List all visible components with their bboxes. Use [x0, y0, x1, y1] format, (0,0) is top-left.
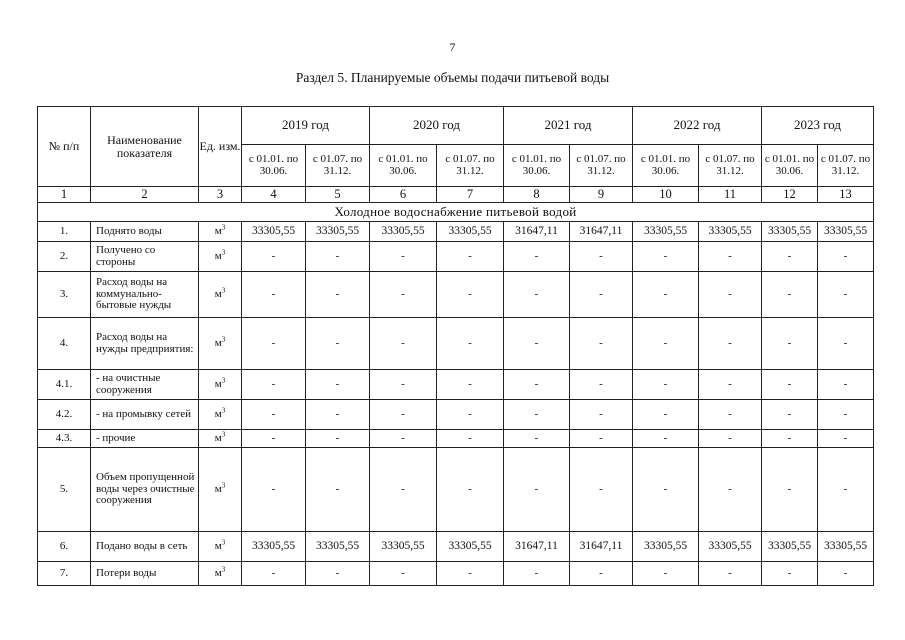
row-value: - — [370, 318, 437, 370]
row-value: - — [370, 430, 437, 448]
unit-base: м — [214, 407, 222, 420]
header-year: 2019 год — [242, 107, 370, 145]
row-value: - — [762, 448, 818, 532]
unit-exponent: 3 — [221, 375, 226, 384]
row-value: 31647,11 — [570, 222, 633, 242]
row-indicator-name: Поднято воды — [91, 222, 199, 242]
unit-base: м — [214, 431, 222, 444]
row-value: - — [504, 400, 570, 430]
row-value: - — [504, 430, 570, 448]
row-indicator-name: Получено со стороны — [91, 242, 199, 272]
header-period: с 01.07. по 31.12. — [699, 145, 762, 187]
row-value: - — [504, 562, 570, 586]
row-unit — [199, 448, 242, 532]
row-number: 1. — [38, 222, 91, 242]
row-number: 7. — [38, 562, 91, 586]
row-value: - — [570, 430, 633, 448]
row-value: - — [633, 370, 699, 400]
row-value: - — [762, 400, 818, 430]
row-value: - — [370, 400, 437, 430]
row-value: 33305,55 — [633, 532, 699, 562]
row-number: 6. — [38, 532, 91, 562]
column-number: 2 — [91, 187, 199, 203]
row-indicator-name: Расход воды на коммунально-бытовые нужды — [91, 272, 199, 318]
row-value: - — [570, 562, 633, 586]
row-value: - — [633, 272, 699, 318]
row-value: - — [437, 318, 504, 370]
header-period: с 01.07. по 31.12. — [306, 145, 370, 187]
row-number: 2. — [38, 242, 91, 272]
unit-exponent: 3 — [221, 564, 226, 573]
row-value: - — [633, 318, 699, 370]
row-value: - — [242, 242, 306, 272]
table-row — [38, 532, 874, 562]
row-value: - — [818, 562, 874, 586]
table-row — [38, 242, 874, 272]
row-value: - — [370, 272, 437, 318]
header-year: 2023 год — [762, 107, 874, 145]
row-value: - — [242, 400, 306, 430]
header-year: 2020 год — [370, 107, 504, 145]
row-value: - — [699, 318, 762, 370]
row-value: - — [633, 430, 699, 448]
row-value: 33305,55 — [818, 222, 874, 242]
row-value: - — [370, 448, 437, 532]
row-indicator-name: Расход воды на нужды предприятия: — [91, 318, 199, 370]
section-row — [38, 203, 874, 222]
header-period: с 01.01. по 30.06. — [242, 145, 306, 187]
row-value: 33305,55 — [306, 222, 370, 242]
row-value: - — [504, 272, 570, 318]
column-number: 10 — [633, 187, 699, 203]
row-value: - — [370, 242, 437, 272]
column-number: 13 — [818, 187, 874, 203]
row-value: - — [242, 318, 306, 370]
unit-exponent: 3 — [221, 480, 226, 489]
header-no: № п/п — [38, 107, 91, 187]
row-value: - — [437, 272, 504, 318]
header-row-years — [38, 107, 874, 145]
unit-base: м — [214, 566, 222, 579]
column-number: 6 — [370, 187, 437, 203]
header-year: 2022 год — [633, 107, 762, 145]
row-value: - — [306, 272, 370, 318]
row-value: - — [699, 370, 762, 400]
row-value: 33305,55 — [437, 222, 504, 242]
row-number: 4.3. — [38, 430, 91, 448]
row-value: - — [242, 272, 306, 318]
unit-exponent: 3 — [221, 537, 226, 546]
row-number: 4.2. — [38, 400, 91, 430]
row-value: - — [570, 400, 633, 430]
row-value: - — [633, 448, 699, 532]
row-value: - — [699, 272, 762, 318]
row-value: 33305,55 — [306, 532, 370, 562]
row-value: 33305,55 — [699, 222, 762, 242]
column-number: 4 — [242, 187, 306, 203]
row-value: - — [437, 448, 504, 532]
row-unit — [199, 318, 242, 370]
row-number: 5. — [38, 448, 91, 532]
row-value: - — [306, 562, 370, 586]
row-unit — [199, 272, 242, 318]
row-value: - — [570, 370, 633, 400]
row-unit — [199, 242, 242, 272]
table-body — [38, 203, 874, 586]
header-period: с 01.07. по 31.12. — [570, 145, 633, 187]
row-value: - — [699, 562, 762, 586]
column-number: 11 — [699, 187, 762, 203]
row-value: - — [306, 448, 370, 532]
row-value: 33305,55 — [242, 532, 306, 562]
row-value: - — [699, 242, 762, 272]
unit-exponent: 3 — [221, 429, 226, 438]
section-title: Холодное водоснабжение питьевой водой — [38, 203, 874, 222]
row-value: - — [570, 242, 633, 272]
column-number: 12 — [762, 187, 818, 203]
row-value: - — [762, 430, 818, 448]
row-indicator-name: Объем пропущенной воды через очистные сооружения — [91, 448, 199, 532]
row-value: - — [504, 448, 570, 532]
table-row — [38, 370, 874, 400]
unit-exponent: 3 — [221, 247, 226, 256]
unit-base: м — [214, 539, 222, 552]
row-value: 31647,11 — [504, 222, 570, 242]
row-value: 33305,55 — [699, 532, 762, 562]
unit-base: м — [214, 482, 222, 495]
row-value: - — [818, 318, 874, 370]
water-supply-table — [37, 106, 874, 586]
row-value: - — [242, 448, 306, 532]
row-unit — [199, 400, 242, 430]
row-value: - — [818, 400, 874, 430]
column-number: 5 — [306, 187, 370, 203]
row-indicator-name: - прочие — [91, 430, 199, 448]
row-value: - — [818, 370, 874, 400]
unit-exponent: 3 — [221, 222, 226, 231]
header-name: Наименование показателя — [91, 107, 199, 187]
row-value: - — [437, 400, 504, 430]
row-value: - — [699, 448, 762, 532]
row-unit — [199, 430, 242, 448]
row-value: - — [762, 370, 818, 400]
row-unit — [199, 532, 242, 562]
row-value: - — [762, 562, 818, 586]
row-indicator-name: Потери воды — [91, 562, 199, 586]
table-row — [38, 222, 874, 242]
unit-base: м — [214, 287, 222, 300]
row-value: - — [818, 272, 874, 318]
column-number: 1 — [38, 187, 91, 203]
row-value: - — [570, 272, 633, 318]
table-row — [38, 400, 874, 430]
row-value: - — [437, 370, 504, 400]
header-year: 2021 год — [504, 107, 633, 145]
document-title: Раздел 5. Планируемые объемы подачи питьевой воды — [295, 70, 610, 85]
row-indicator-name: - на промывку сетей — [91, 400, 199, 430]
row-value: - — [242, 430, 306, 448]
row-value: - — [762, 272, 818, 318]
row-value: - — [242, 370, 306, 400]
unit-exponent: 3 — [221, 334, 226, 343]
row-value: - — [504, 242, 570, 272]
row-value: 33305,55 — [818, 532, 874, 562]
row-number: 4.1. — [38, 370, 91, 400]
unit-base: м — [214, 224, 222, 237]
header-period: с 01.07. по 31.12. — [818, 145, 874, 187]
table-row — [38, 430, 874, 448]
row-value: - — [437, 242, 504, 272]
row-value: - — [504, 318, 570, 370]
column-number: 7 — [437, 187, 504, 203]
header-period: с 01.07. по 31.12. — [437, 145, 504, 187]
table-row — [38, 562, 874, 586]
row-value: - — [370, 370, 437, 400]
header-period: с 01.01. по 30.06. — [633, 145, 699, 187]
unit-exponent: 3 — [221, 405, 226, 414]
row-value: - — [504, 370, 570, 400]
column-number-row — [38, 187, 874, 203]
column-number: 8 — [504, 187, 570, 203]
row-value: 33305,55 — [633, 222, 699, 242]
row-value: 33305,55 — [762, 222, 818, 242]
row-unit — [199, 370, 242, 400]
row-value: 31647,11 — [504, 532, 570, 562]
row-value: - — [306, 370, 370, 400]
column-number: 3 — [199, 187, 242, 203]
row-value: - — [437, 430, 504, 448]
row-value: 33305,55 — [762, 532, 818, 562]
row-unit — [199, 222, 242, 242]
row-value: - — [306, 242, 370, 272]
row-value: - — [699, 430, 762, 448]
table-row — [38, 448, 874, 532]
row-value: 33305,55 — [242, 222, 306, 242]
row-value: 33305,55 — [370, 532, 437, 562]
row-value: - — [306, 400, 370, 430]
row-value: - — [370, 562, 437, 586]
row-value: 31647,11 — [570, 532, 633, 562]
header-period: с 01.01. по 30.06. — [504, 145, 570, 187]
row-value: - — [242, 562, 306, 586]
row-value: - — [570, 318, 633, 370]
row-value: - — [306, 430, 370, 448]
header-unit: Ед. изм. — [199, 107, 242, 187]
unit-base: м — [214, 336, 222, 349]
unit-base: м — [214, 377, 222, 390]
page-number: 7 — [449, 40, 456, 54]
row-value: - — [762, 318, 818, 370]
row-value: 33305,55 — [437, 532, 504, 562]
unit-base: м — [214, 249, 222, 262]
row-indicator-name: Подано воды в сеть — [91, 532, 199, 562]
row-value: - — [306, 318, 370, 370]
row-value: - — [818, 448, 874, 532]
row-number: 4. — [38, 318, 91, 370]
row-value: - — [633, 242, 699, 272]
table-row — [38, 318, 874, 370]
unit-exponent: 3 — [221, 285, 226, 294]
row-value: - — [762, 242, 818, 272]
row-indicator-name: - на очистные сооружения — [91, 370, 199, 400]
row-value: - — [633, 562, 699, 586]
table-row — [38, 272, 874, 318]
row-value: - — [818, 430, 874, 448]
row-value: 33305,55 — [370, 222, 437, 242]
row-number: 3. — [38, 272, 91, 318]
row-value: - — [570, 448, 633, 532]
header-period: с 01.01. по 30.06. — [370, 145, 437, 187]
row-value: - — [818, 242, 874, 272]
row-value: - — [699, 400, 762, 430]
header-period: с 01.01. по 30.06. — [762, 145, 818, 187]
row-unit — [199, 562, 242, 586]
column-number: 9 — [570, 187, 633, 203]
row-value: - — [437, 562, 504, 586]
row-value: - — [633, 400, 699, 430]
